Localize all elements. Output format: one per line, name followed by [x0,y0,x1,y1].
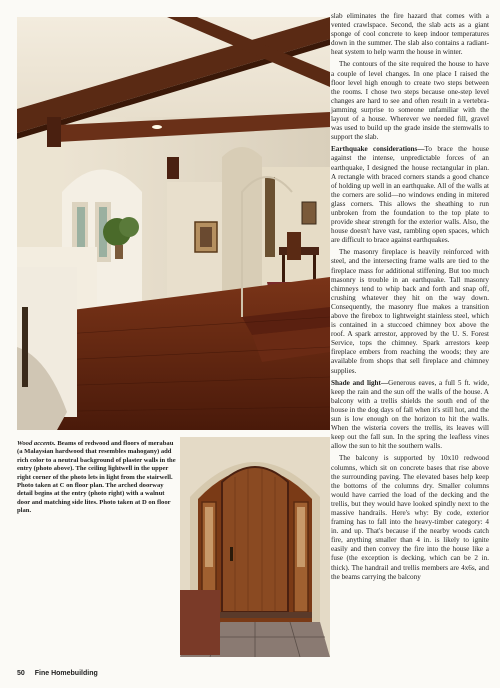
paragraph: The balcony is supported by 10x10 redwood columns, which sit on concrete bases that rise above the surrounding paving. The elevated bases help keep the bottoms of the columns dry. Smaller columns would have carried the load of the decking and the trellis, but they would have looked spindly next to the massive handrails. Here's why: By code, exterior framing has to fall into the heavy-timber category: 4 in. and up. That's because if the nearby woods catch fire, anything smaller than 4 in. is likely to ignite easily and then convey the fire into the house like a fuse (the exception is decking, which can be 2 in. thick). The handrail and trellis members are 4x6s, and the beams carrying the balcony [331,454,489,581]
entry-interior-illustration [17,17,330,430]
caption-text: Beams of redwood and floors of merabau (a Malaysian hardwood that resembles mahogany) add rich color to a neutral background of plaster walls in the entry (photo above). The ceiling lightwell in the upper right corner of the photo lets in light from the stairwell. Photo taken at C on floor plan. The arched doorway detail begins at the entry (photo right) with a walnut door and matching side lites. Photo taken at D on floor plan. [17,440,176,515]
entry-interior-photo [17,17,330,430]
page-number: 50 [17,670,25,677]
photo-caption [17,440,177,516]
paragraph: The masonry fireplace is heavily reinforced with steel, and the intersecting frame walls are tied to the fireplace mass for additional stiffening. But too much masonry is trouble in an earthquake. Tall masonry chimneys tend to whip back and forth and snap off, crushing whatever they hit on the way down. Consequently, the masonry flue makes a transition above the firebox to lightweight stainless steel, which is contained in a stuccoed chimney box above the roof. A spark arrestor, approved by the U. S. Forest Service, tops the chimney. Spark arrestors keep fireplace embers from reaching the woods; they are available from shops that sell fireplace and chimney supplies. [331,248,489,375]
shade-heading: Shade and light [331,378,381,387]
paragraph: To brace the house against the intense, unpredictable forces of an earthquake, I designed the house rectangular in plan. A rectangle with braced corners stands a good chance of holding up well in an earthquake. All of the walls at the corners are solid—no windows ending in mitered glass corners. This allows the sheathing to run unbroken from the foundation to the top plate to provide shear strength for the exterior walls. Also, the house doesn't have vast, rambling open spaces, which are difficult to brace against earthquakes. [331,145,489,245]
caption-title: Wood accents. [17,440,56,447]
paragraph: Generous eaves, a full 5 ft. wide, keep the rain and the sun off the walls of the house. A balcony with a trellis shields the south end of the house in the dog days of fall when it's still hot, and the sun is low enough on the horizon to hit the walls. When the wisteria covers the trellis, its leaves will keep out the fall sun. In the spring the leafless vines allow the sun to hit the southern walls. [331,378,489,451]
magazine-name: Fine Homebuilding [34,670,98,677]
earthquake-heading: Earthquake considerations [331,145,418,154]
earthquake-section: Earthquake considerations—To brace the house against the intense, unpredictable forces of an earthquake, I designed the house rectangular in plan. A rectangle with braced corners stands a good chance of holding up well in an earthquake. All of the walls at the corners are solid—no windows ending in mitered glass corners. This allows the sheathing to run unbroken from the foundation to the top plate to provide shear strength for the exterior walls. Also, the house doesn't have vast, rambling open spaces, which are difficult to brace against earthquakes. [331,145,489,245]
shade-section: Shade and light—Generous eaves, a full 5 ft. wide, keep the rain and the sun off the walls of the house. A balcony with a trellis shields the south end of the house in the dog days of fall when it's still hot, and the sun is low enough on the horizon to hit the walls. When the wisteria covers the trellis, its leaves will keep out the fall sun. In the spring the leafless vines allow the sun to hit the southern walls. [331,378,489,451]
page-footer [17,670,98,677]
paragraph: The contours of the site required the house to have a couple of level changes. In one place I raised the floor level high enough to create two steps between the rooms. I chose two steps because one-step level changes are hard to see and often result in a vertebra-jamming surprise to someone unfamiliar with the layout of a house. Wherever we needed fill, gravel was used to build up the grade inside the stemwalls to support the slab. [331,60,489,142]
paragraph: slab eliminates the fire hazard that comes with a vented crawlspace. Second, the slab acts as a giant sponge of cool concrete to keep indoor temperatures down in the summer. The slab also contains a radiant-heat system to help warm the house in winter. [331,12,489,57]
right-column [331,12,489,666]
tile-step-detail [180,590,220,655]
